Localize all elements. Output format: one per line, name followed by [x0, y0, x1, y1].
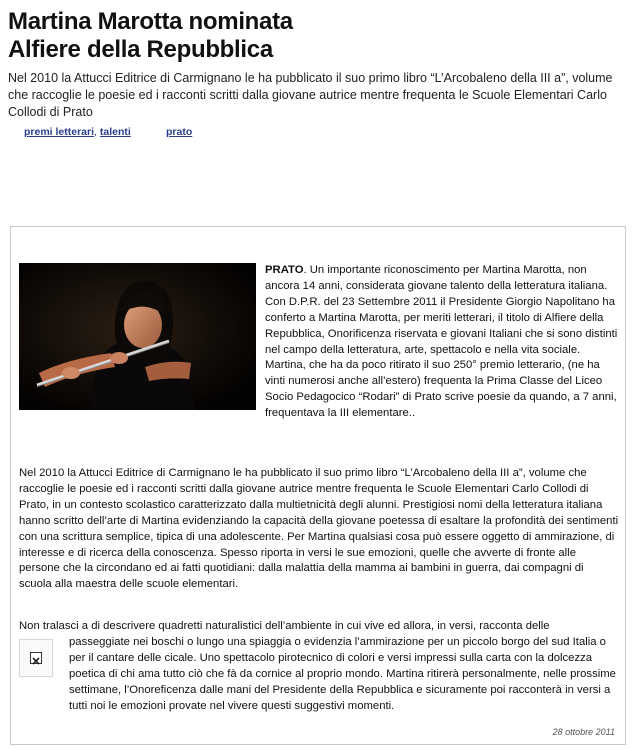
title-line-2: Alfiere della Repubblica — [8, 36, 273, 63]
tag-separator: , — [94, 126, 97, 138]
article-paragraph-2: Nel 2010 la Attucci Editrice di Carmignano le ha pubblicato il suo primo libro “L’Arcobaleno della III a”, volume che raccoglie le poesie ed i racconti scritti dalla giovane autrice mentre frequenta le Scuole Elementari Carlo Collodi di Prato, in un contesto scolastico caratterizzato dalla multietnicità degli alunni. Prestigiosi nomi della letteratura italiana hanno scritto dell’arte di Martina evidenziando la capacità della giovane poetessa di esaltare la profondità dei sentimenti con una scrittura semplice, tipica di una adolescente. Per Martina qualsiasi cosa può essere oggetto di ammirazione, di interesse e di ricerca della conoscenza. Spesso riporta in versi le sue emozioni, quelle che avverte di fronte alle persone che la circondano ed ai fatti quotidiani: dalla malattia della mamma ai bambini in guerra, dai compagni di scuola alla maestra delle scuole elementari. — [19, 467, 619, 591]
paragraph-3-rest: passeggiate nei boschi o lungo una spiaggia o evidenzia l’ammirazione per un piccolo borgo del sud Italia o per il cantare delle cicale. Uno spettacolo pirotecnico di colori e versi impressi sulla carta con la dolcezza poetica di chi ama tutto ciò che fà da cornice al proprio mondo. Martina ritirerà personalmente, nelle prossime settimane, l’Onoreficenza dalle mani del Presidente della Repubblica e sicuramente poi racconterà in versi a tutti noi le emozioni provate nel vivere questi suggestivi momenti. — [69, 635, 616, 712]
publish-date: 28 ottobre 2011 — [552, 727, 615, 737]
article-intro — [265, 263, 619, 422]
article-lead: Nel 2010 la Attucci Editrice di Carmignano le ha pubblicato il suo primo libro “L’Arcobaleno della III a”, volume che raccoglie le poesie ed i racconti scritti dalla giovane autrice mentre frequenta le Scuole Elementari Carlo Collodi di Prato — [8, 71, 613, 119]
broken-image-icon — [19, 639, 53, 677]
tag-talenti[interactable]: talenti — [99, 126, 131, 138]
tag-premi-letterari[interactable]: premi letterari — [24, 126, 95, 138]
tag-group-places — [166, 126, 192, 138]
tag-list — [24, 126, 193, 138]
dateline: PRATO — [265, 264, 304, 276]
article-body-box — [10, 226, 626, 745]
title-line-1: Martina Marotta nominata — [8, 8, 293, 35]
article-photo — [19, 263, 256, 410]
article-title — [8, 8, 628, 64]
tag-prato[interactable]: prato — [166, 126, 193, 138]
article-paragraph-3 — [19, 619, 619, 712]
paragraph-3-first-line: Non tralasci a di descrivere quadretti naturalistici dell’ambiente in cui vive ed allora, in versi, racconta delle — [19, 620, 550, 632]
intro-text: . Un importante riconoscimento per Martina Marotta, non ancora 14 anni, considerata giovane talento della letteratura italiana. Con D.P.R. del 23 Settembre 2011 il Presidente Giorgio Napolitano ha conferto a Martina Marotta, per meriti letterari, il titolo di Alfiere della Repubblica, Onorificenza riservata e giovani Italiani che si sono distinti nel campo della letteratura, arte, spettacolo e nella vita sociale. Martina, che ha da poco ritirato il suo 250° premio letterario, (ne ha vinti numerosi anche all’estero) frequenta la Prima Classe del Liceo Socio Pedagocico “Rodari” di Prato scrive poesie da quando, a 7 anni, frequentava la III elementare.. — [265, 264, 618, 420]
flute-player-photo — [19, 263, 256, 410]
